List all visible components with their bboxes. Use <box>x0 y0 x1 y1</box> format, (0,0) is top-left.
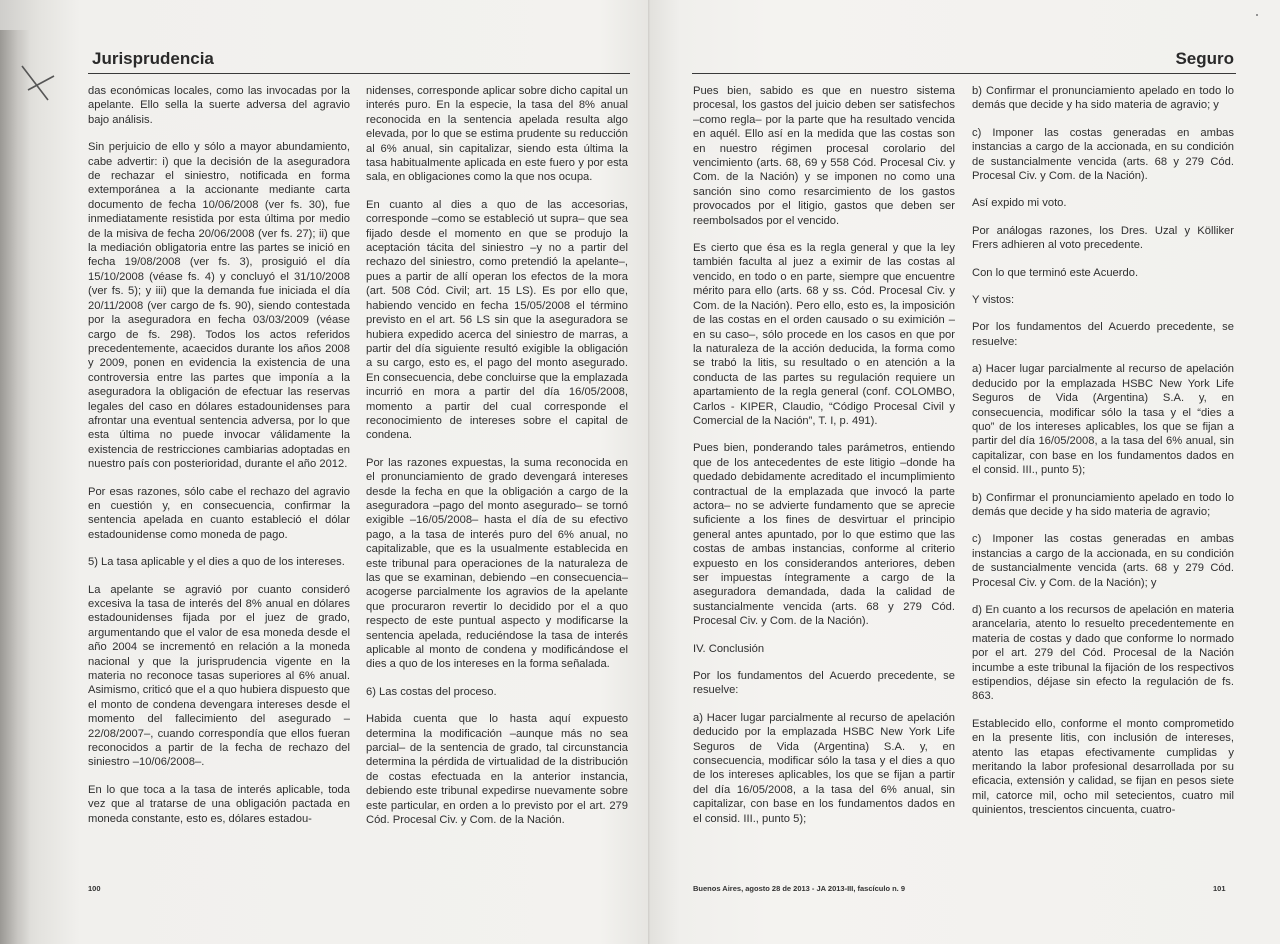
paragraph: La apelante se agravió por cuanto consideró excesiva la tasa de interés del 8% anual en dólares estadounidenses fijada por el juez de grado, argumentando que el valor de esa moneda desde el año 2004 se incrementó en relación a la moneda nacional y que la jurisprudencia vigente en la materia no reconoce tasas superiores al 6% anual. Asimismo, criticó que el a quo hubiera dispuesto que el monto de condena devengara intereses desde el momento del fallecimiento del asegurado –22/08/2007–, cuando correspondía que ellos fueran reconocidos a partir de la fecha de rechazo del siniestro –10/06/2008–. <box>88 583 350 769</box>
section-heading: 6) Las costas del proceso. <box>366 685 497 698</box>
paragraph: Habida cuenta que lo hasta aquí expuesto determina la modificación –aunque más no sea parcial– de la sentencia de grado, tal circunstancia determina la pérdida de virtualidad de la distribución de costas efectuada en la anterior instancia, debiendo este tribunal expedirse nuevamente sobre este particular, en orden a lo previsto por el art. 279 Cód. Procesal Civ. y Com. de la Nación. <box>366 713 628 827</box>
paragraph: a) Hacer lugar parcialmente al recurso de apelación deducido por la emplazada HSBC New York Life Seguros de Vida (Argentina) S.A. y, en consecuencia, modificar sólo la tasa y el dies a quo de los intereses aplicables, los que se fijan a partir del día 16/05/2008, a la tasa del 6% anual, sin capitalizar, con base en los fundamentos dados en el consid. III., punto 5); <box>693 711 955 825</box>
paragraph: b) Confirmar el pronunciamiento apelado en todo lo demás que decide y ha sido materia de agravio; y <box>972 85 1234 112</box>
paragraph: nidenses, corresponde aplicar sobre dicho capital un interés puro. En la especie, la tasa del 8% anual reconocida en la sentencia apelada resulta algo elevada, por lo que se estima prudente su reducción al 6% anual, sin capitalizar, siendo esta última la tasa habitualmente aplicada en este fuero y por esta sala, en obligaciones como la que nos ocupa. <box>366 85 628 184</box>
paragraph: En lo que toca a la tasa de interés aplicable, toda vez que al tratarse de una obligación pactada en moneda constante, esto es, dólares estadou- <box>88 783 350 825</box>
column-1 <box>88 84 350 839</box>
header-left-title: Jurisprudencia <box>92 49 214 68</box>
header-rule-right <box>692 73 1236 74</box>
paragraph: c) Imponer las costas generadas en ambas instancias a cargo de la accionada, en su condición de sustancialmente vencida (arts. 68 y 279 Cód. Procesal Civ. y Com. de la Nación). <box>972 126 1234 183</box>
paragraph: Con lo que terminó este Acuerdo. <box>972 266 1139 279</box>
paragraph: Por las razones expuestas, la suma reconocida en el pronunciamiento de grado devengará intereses desde la fecha en que la obligación a cargo de la aseguradora –pago del monto asegurado– se tornó exigible –16/05/2008– hasta el día de su efectivo pago, a la tasa de interés puro del 6% anual, no capitalizable, que es la usualmente establecida en este tribunal para operaciones de la naturaleza de las que se examinan, debiendo –en consecuencia– acogerse parcialmente los agravios de la apelante que procuraron revertir lo decidido por el a quo respecto de este puntual aspecto y modificarse la sentencia apelada, reduciéndose la tasa de interés aplicable al monto de condena y modificándose el dies a quo de los intereses en la forma señalada. <box>366 456 628 671</box>
section-heading: IV. Conclusión <box>693 642 765 655</box>
section-heading: 5) La tasa aplicable y el dies a quo de los intereses. <box>88 556 345 569</box>
paragraph: d) En cuanto a los recursos de apelación en materia arancelaria, atento lo resuelto precedentemente en materia de costas y dado que conforme lo normado por el art. 279 del Cód. Procesal de la Nación incumbe a este tribunal la fijación de los respectivos estipendios, déjase sin efecto la regulación de fs. 863. <box>972 603 1234 703</box>
column-3 <box>693 84 955 839</box>
header-right-title: Seguro <box>1175 49 1234 68</box>
paragraph: Y vistos: <box>972 294 1015 307</box>
paragraph: Pues bien, ponderando tales parámetros, entiendo que de los antecedentes de este litigio –donde ha quedado debidamente acreditado el incumplimiento contractual de la emplazada que invocó la parte actora– no se advierte fundamento que se aprecie suficiente a los fines de desvirtuar el principio general antes apuntado, por lo que estimo que las costas de ambas instancias, conforme al criterio expuesto en los considerandos anteriores, deben ser impuestas íntegramente a cargo de la aseguradora demandada, dada la calidad de sustancialmente vencida (arts. 68 y 279 Cód. Procesal Civ. y Com. de la Nación). <box>693 442 955 628</box>
paragraph: Por análogas razones, los Dres. Uzal y Kölliker Frers adhieren al voto precedente. <box>972 224 1234 252</box>
paragraph: Establecido ello, conforme el monto comprometido en la presente litis, con inclusión de intereses, atento las etapas efectivamente cumplidas y meritando la labor profesional desarrollada por su eficacia, extensión y calidad, se fijan en pesos siete mil, catorce mil, ocho mil setecientos, cuatro mil quinientos, trescientos cincuenta, cuatro- <box>972 717 1234 817</box>
paragraph: Así expido mi voto. <box>972 197 1067 210</box>
paragraph: Es cierto que ésa es la regla general y que la ley también faculta al juez a eximir de las costas al vencido, en todo o en parte, siempre que encuentre mérito para ello (arts. 68 y ss. Cód. Procesal Civ. y Com. de la Nación). Pero ello, esto es, la imposición de las costas en el orden causado o su eximición –en su caso–, sólo procede en los casos en que por la naturaleza de la acción deducida, la forma como se trabó la litis, su resultado o en atención a la conducta de las partes su regulación requiere un apartamiento de la regla general (conf. COLOMBO, Carlos - KIPER, Claudio, “Código Procesal Civil y Comercial de la Nación”, T. I, p. 491). <box>693 242 955 427</box>
page-edge-shadow <box>0 30 30 944</box>
paragraph: c) Imponer las costas generadas en ambas instancias a cargo de la accionada, en su condición de sustancialmente vencida (arts. 68 y 279 Cód. Procesal Civ. y Com. de la Nación); y <box>972 533 1234 589</box>
paragraph: a) Hacer lugar parcialmente al recurso de apelación deducido por la emplazada HSBC New York Life Seguros de Vida (Argentina) S.A. y, en consecuencia, modificar sólo la tasa y el “dies a quo” de los intereses aplicables, los que se fijan a partir del día 16/05/2008, a la tasa del 6% anual, sin capitalizar, con base en los fundamentos dados en el consid. III., punto 5); <box>972 363 1234 477</box>
column-2 <box>366 84 628 841</box>
header-rule-left <box>88 73 630 74</box>
paragraph: Por los fundamentos del Acuerdo precedente, se resuelve: <box>693 670 955 697</box>
page-number-right: 101 <box>1213 884 1226 893</box>
paragraph: En cuanto al dies a quo de las accesorias, corresponde –como se estableció ut supra– que sea fijado desde el momento en que se produjo la aceptación tácita del siniestro –y no a partir del rechazo del siniestro, como pretendió la apelante–, pues a partir de allí operan los efectos de la mora (art. 508 Cód. Civil; art. 15 LS). Es por ello que, habiendo vencido en fecha 15/05/2008 el término previsto en el art. 56 LS sin que la aseguradora se hubiera expedido acerca del siniestro de marras, a partir del día siguiente resultó exigible la obligación a su cargo, esto es, el pago del monto asegurado. En consecuencia, debe concluirse que la emplazada incurrió en mora a partir del día 16/05/2008, momento a partir del cual corresponde el reconocimiento de intereses sobre el capital de condena. <box>366 198 628 442</box>
footer-imprint: Buenos Aires, agosto 28 de 2013 - JA 2013-III, fascículo n. 9 <box>693 884 906 893</box>
paragraph: Por los fundamentos del Acuerdo precedente, se resuelve: <box>972 321 1234 348</box>
paragraph: Por esas razones, sólo cabe el rechazo del agravio en cuestión y, en consecuencia, confirmar la sentencia apelada en cuanto estableció el dólar estadounidense como moneda de pago. <box>88 485 350 541</box>
pen-mark-icon <box>18 60 58 120</box>
paragraph: b) Confirmar el pronunciamiento apelado en todo lo demás que decide y ha sido materia de agravio; <box>972 491 1234 518</box>
paragraph: Pues bien, sabido es que en nuestro sistema procesal, los gastos del juicio deben ser satisfechos –como regla– por la parte que ha resultado vencida en aquél. Ello así en la medida que las costas son en nuestro régimen procesal corolario del vencimiento (arts. 68, 69 y 558 Cód. Procesal Civ. y Com. de la Nación) y se imponen no como una sanción sino como resarcimiento de los gastos provocados por el litigio, gastos que deben ser reembolsados por el vencido. <box>693 85 955 227</box>
paragraph: Sin perjuicio de ello y sólo a mayor abundamiento, cabe advertir: i) que la decisión de la aseguradora de rechazar el siniestro, notificada en forma extemporánea a la accionante mediante carta documento de fecha 10/06/2008 (ver fs. 30), fue inmediatamente resistida por esta última por medio de la misiva de fecha 20/06/2008 (ver fs. 27); ii) que la mediación obligatoria entre las partes se inició en fecha 19/08/2008 (ver fs. 3), prosiguió el día 15/10/2008 (véase fs. 4) y concluyó el 31/10/2008 (ver fs. 5); y iii) que la demanda fue iniciada el día 20/11/2008 (ver cargo de fs. 90), siendo contestada por la aseguradora en fecha 03/03/2009 (véase cargo de fs. 298). Todos los actos referidos precedentemente, acaecidos durante los años 2008 y 2009, ponen en evidencia la existencia de una controversia entre las partes que imponía a la aseguradora la obligación de efectuar las reservas legales del caso en dólares estadounidenses para afrontar una eventual sentencia adversa, por lo que esta última no puede invocar válidamente la existencia de restricciones cambiarias adoptadas en nuestro país con posterioridad, durante el año 2012. <box>88 141 350 471</box>
scan-speck <box>1256 14 1258 16</box>
column-4 <box>972 84 1234 831</box>
paragraph: das económicas locales, como las invocadas por la apelante. Ello sella la suerte adversa del agravio bajo análisis. <box>88 85 350 126</box>
page-number-left: 100 <box>88 884 101 893</box>
